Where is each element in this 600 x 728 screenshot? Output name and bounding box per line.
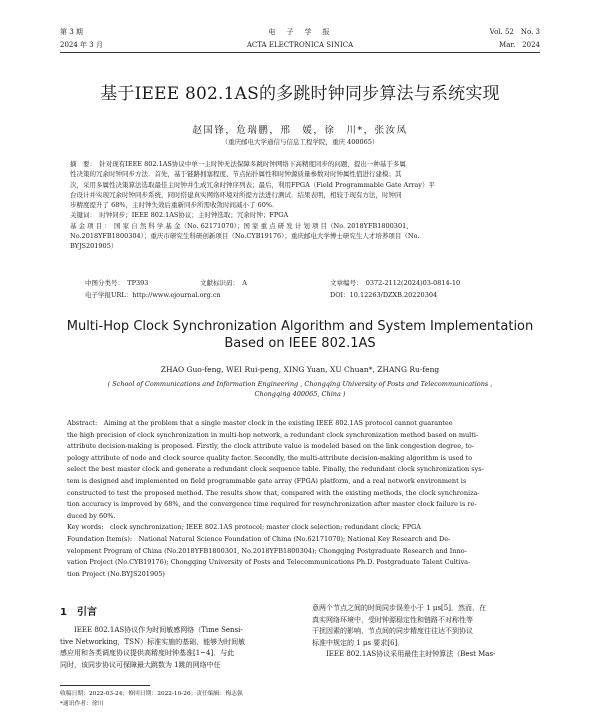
article-number: 文章编号： 0372-2112(2024)03-0814-10 — [330, 279, 461, 287]
paper-title-en: Multi-Hop Clock Synchronization Algorithm and System Implementation Based on IEEE 802.1AS — [66, 319, 534, 351]
abstract-en-line: attribute decision-making is proposed. Firstly, the clock attribute value is modeled based on the link congestion degree, to- — [67, 442, 474, 451]
header-journal-cn: 电 子 学 报 — [268, 28, 332, 36]
body-line: IEEE 802.1AS协议作为时间敏感网络（Time Sensi- — [74, 626, 243, 634]
abstract-en-line: tion accuracy is improved by 68%, and the convergence time required for resynchronization after master clock failure is re- — [67, 500, 477, 509]
doi[interactable]: DOI：10.12263/DZXB.20220304 — [330, 291, 438, 299]
abstract-en-line: pology attribute of node and clock source quality factor. Secondly, the multi-attribute decision-making algorithm is used to — [67, 453, 473, 462]
header-date-cn: 2024 年 3 月 — [60, 41, 103, 49]
keywords-cn: 关键词： 时钟同步；IEEE 802.1AS协议；主时钟选取；冗余时钟；FPGA — [70, 211, 289, 220]
header-date-en: Mar. 2024 — [499, 41, 540, 49]
abstract-cn-line: 步精度提升了 68%，主时钟失效后重新同步所需收敛时间减小了 60%． — [70, 201, 279, 210]
funding-en-line: vation Project (No.CYB19176); Chongqing University of Posts and Telecommunications Ph.D. Postgraduate Talent Cultiva- — [67, 558, 471, 567]
footnote-corresponding-author: *通讯作者：徐川 — [60, 701, 104, 707]
footnote-rule — [60, 685, 150, 686]
abstract-en-line: constructed to test the proposed method. The results show that, compared with the existing methods, the clock synchroniza- — [67, 488, 480, 497]
funding-en-line: Foundation Item(s): National Natural Science Foundation of China (No.62171070); National Key Research and De- — [67, 534, 451, 543]
section1-left-column — [60, 625, 302, 671]
funding-cn-line: BYJS201905） — [70, 242, 118, 251]
abstract-en-line: tem is designed and implemented on field programmable gate array (FPGA) platform, and a real network environment is — [67, 476, 467, 485]
header-vol-no: Vol. 52 No. 3 — [489, 28, 540, 36]
keywords-en: Key words: clock synchronization; IEEE 802.1AS protocol; master clock selection; redundant clock; FPGA — [67, 523, 421, 532]
journal-url[interactable]: 电子学报URL：http://www.ejournal.org.cn — [85, 291, 221, 299]
paper-title-cn: 基于IEEE 802.1AS的多跳时钟同步算法与系统实现 — [100, 84, 500, 104]
footnote-received: 收稿日期：2022-03-24；修回日期：2022-10-26；责任编辑：梅志强 — [60, 691, 243, 697]
abstract-en-line: select the best master clock and generate a redundant clock sequence table. Finally, the redundant clock synchronization sys- — [67, 465, 484, 474]
body-line: 标准中规定的 1 μs 要求[6]． — [312, 638, 405, 647]
authors-en: ZHAO Guo-feng, WEI Rui-peng, XING Yuan, XU Chuan*, ZHANG Ru-feng — [160, 365, 440, 374]
abstract-en-line: duced by 60%. — [67, 511, 116, 520]
clc-number: 中图分类号： TP393 — [85, 279, 149, 287]
body-line: 意两个节点之间的时间同步误差小于 1 μs[5]．然而，在 — [312, 604, 486, 612]
abstract-cn-line: 次，采用多属性决策算法选取最佳主时钟并生成冗余时钟序列表；最后，利用FPGA（Field Programmable Gate Array）平 — [70, 180, 435, 189]
abstract-cn-line: 性决策的冗余时钟同步方法．首先，基于链路拥塞程度、节点拓扑属性和时钟源质量参数对时钟属性值进行建模；其 — [70, 170, 402, 179]
authors-cn: 赵国锋，危瑞鹏，邢 媛，徐 川*，张汝凤 — [192, 125, 408, 136]
funding-cn-line: No.2018YFB1800304）；重庆市研究生科研创新项目（No.CYB19176）；重庆邮电大学博士研究生人才培养项目（No. — [70, 232, 420, 241]
body-line: IEEE 802.1AS协议采用最佳主时钟算法（Best Mas- — [326, 650, 496, 658]
section1-right-column — [312, 603, 540, 661]
body-line: tive Networking，TSN）标准实施的基础，能够为时间敏 — [60, 637, 246, 646]
abstract-en-line: Abstract: Aiming at the problem that a single master clock in the existing IEEE 802.1AS protocol cannot guarantee — [67, 419, 453, 427]
header-journal-en: ACTA ELECTRONICA SINICA — [246, 41, 354, 49]
document-code: 文献标识码： A — [200, 279, 247, 287]
affiliation-cn: （重庆邮电大学通信与信息工程学院，重庆 400065） — [221, 138, 379, 146]
body-line: 真实网络环境中，受时钟源稳定性和链路不对称性等 — [312, 615, 473, 624]
funding-en-line: tion Project (No.BYJS201905) — [67, 569, 165, 578]
affiliation-en: ( School of Communications and Information Engineering , Chongqing University of Posts and Telecommunications , Chongqing 400065, China ) — [107, 380, 493, 398]
funding-en-line: velopment Program of China (No.2018YFB1800301, No.2018YFB1800304); Chongqing Postgraduate Research and Inno- — [67, 546, 467, 555]
section-heading: 1 引言 — [60, 607, 97, 618]
header-rule — [60, 52, 540, 53]
body-line: 同时，该同步协议可保障最大跳数为 1跳的网络中任 — [60, 660, 221, 669]
funding-cn-line: 基 金 项 目 ： 国 家 自 然 科 学 基 金（No. 62171070）；国 家 重 点 研 发 计 划 项 目（No. 2018YFB1800301， — [70, 221, 413, 230]
abstract-cn-line: 台设计并实现冗余时钟同步系统，同时搭建真实网络环境对所提方法进行测试．结果表明，相较于现有方法，时钟同 — [70, 190, 402, 199]
abstract-cn-line: 摘 要： 针对现有IEEE 802.1AS协议中单一主时钟无法保障多跳时钟网络下高精度同步的问题，提出一种基于多属 — [70, 160, 406, 168]
body-line: 感应用和各类调度协议提供高精度时钟基准[1~4]．与此 — [60, 649, 235, 657]
header-issue-cn: 第 3 期 — [60, 28, 83, 36]
abstract-en-line: the high precision of clock synchronization in multi-hop network, a redundant clock synchronization method based on multi- — [67, 430, 479, 439]
abstract-cn — [70, 159, 540, 252]
abstract-en — [67, 418, 540, 580]
body-line: 干扰因素的影响，节点间的同步精度往往达不到协议 — [312, 627, 473, 635]
